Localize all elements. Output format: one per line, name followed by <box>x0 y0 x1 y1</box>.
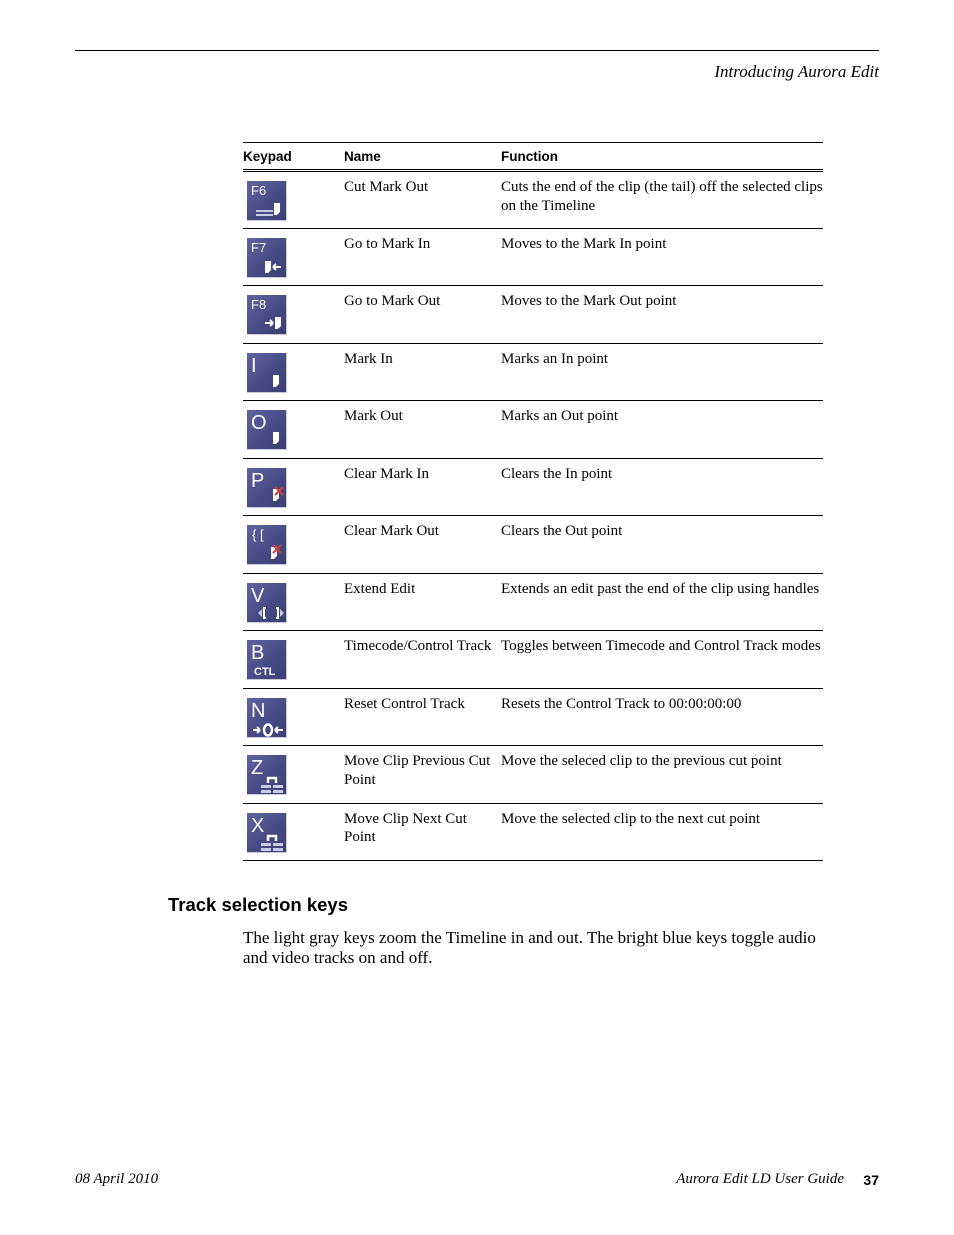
key-label: I <box>251 354 257 377</box>
key-label: F7 <box>251 239 267 255</box>
table-row <box>243 803 823 861</box>
table-row <box>243 688 823 746</box>
table-header-row <box>243 143 823 171</box>
key-function: Cuts the end of the clip (the tail) off the selected clips on the Timeline <box>501 179 823 214</box>
table-row <box>243 458 823 516</box>
key-label: P <box>251 469 265 492</box>
go-to-mark-out-icon <box>247 295 287 335</box>
reset-control-track-icon <box>247 698 287 738</box>
column-header-function: Function <box>501 148 558 164</box>
mark-in-icon <box>247 353 287 393</box>
table-row <box>243 401 823 459</box>
key-function: Resets the Control Track to 00:00:00:00 <box>501 695 742 712</box>
key-label: B <box>251 642 265 664</box>
key-label: N <box>251 699 266 722</box>
table-row <box>243 171 823 229</box>
move-clip-next-icon <box>247 813 287 853</box>
running-header: Introducing Aurora Edit <box>714 62 879 81</box>
key-name: Extend Edit <box>344 580 416 597</box>
clear-mark-out-icon <box>247 525 287 565</box>
key-name: Cut Mark Out <box>344 179 429 195</box>
clear-mark-in-icon <box>247 468 287 508</box>
key-label: O <box>251 412 267 434</box>
key-label: { [ <box>252 527 264 542</box>
key-function: Marks an In point <box>501 350 609 367</box>
key-function: Clears the Out point <box>501 523 623 539</box>
extend-edit-icon <box>247 583 287 623</box>
section-heading: Track selection keys <box>168 894 348 915</box>
footer-guide-title: Aurora Edit LD User Guide <box>676 1171 844 1187</box>
table-row <box>243 228 823 286</box>
column-header-keypad: Keypad <box>243 148 292 164</box>
table-row <box>243 573 823 631</box>
key-label: F6 <box>251 183 267 198</box>
table-row <box>243 343 823 401</box>
key-label: F8 <box>251 297 267 312</box>
table-row <box>243 516 823 574</box>
key-function: Extends an edit past the end of the clip using handles <box>501 580 820 597</box>
key-function: Toggles between Timecode and Control Track modes <box>501 638 821 654</box>
table-row <box>243 746 823 804</box>
key-name: Mark Out <box>344 408 403 424</box>
key-function: Moves to the Mark Out point <box>501 293 677 309</box>
key-function: Move the seleced clip to the previous cut point <box>501 753 782 769</box>
footer-date: 08 April 2010 <box>75 1171 159 1187</box>
page-number: 37 <box>863 1172 879 1188</box>
ctl-icon <box>247 640 287 680</box>
keypad-table <box>243 142 823 861</box>
cut-mark-out-icon <box>247 181 287 221</box>
header-rule <box>75 50 879 51</box>
column-header-name: Name <box>344 148 381 164</box>
key-name: Mark In <box>344 350 393 367</box>
key-name: Go to Mark Out <box>344 293 441 309</box>
key-name: Reset Control Track <box>344 695 465 712</box>
key-name: Move Clip Next Cut Point <box>344 810 467 845</box>
key-function: Marks an Out point <box>501 408 619 424</box>
key-name: Clear Mark Out <box>344 523 439 539</box>
table-row <box>243 286 823 344</box>
key-name: Timecode/Control Track <box>344 638 492 654</box>
key-name: Move Clip Previous Cut Point <box>344 753 491 788</box>
key-function: Move the selected clip to the next cut point <box>501 810 761 827</box>
move-clip-previous-icon <box>247 755 287 795</box>
key-label: Z <box>251 757 264 779</box>
section-body: The light gray keys zoom the Timeline in and out. The bright blue keys toggle audio and video tracks on and off. <box>243 928 816 967</box>
key-sub-label: CTL <box>254 666 276 678</box>
table-row <box>243 631 823 689</box>
key-function: Clears the In point <box>501 465 613 482</box>
mark-out-icon <box>247 410 287 450</box>
key-function: Moves to the Mark In point <box>501 235 667 252</box>
go-to-mark-in-icon <box>247 238 287 278</box>
key-name: Go to Mark In <box>344 235 431 252</box>
key-name: Clear Mark In <box>344 465 429 482</box>
key-label: V <box>251 584 265 607</box>
key-label: X <box>251 814 265 837</box>
